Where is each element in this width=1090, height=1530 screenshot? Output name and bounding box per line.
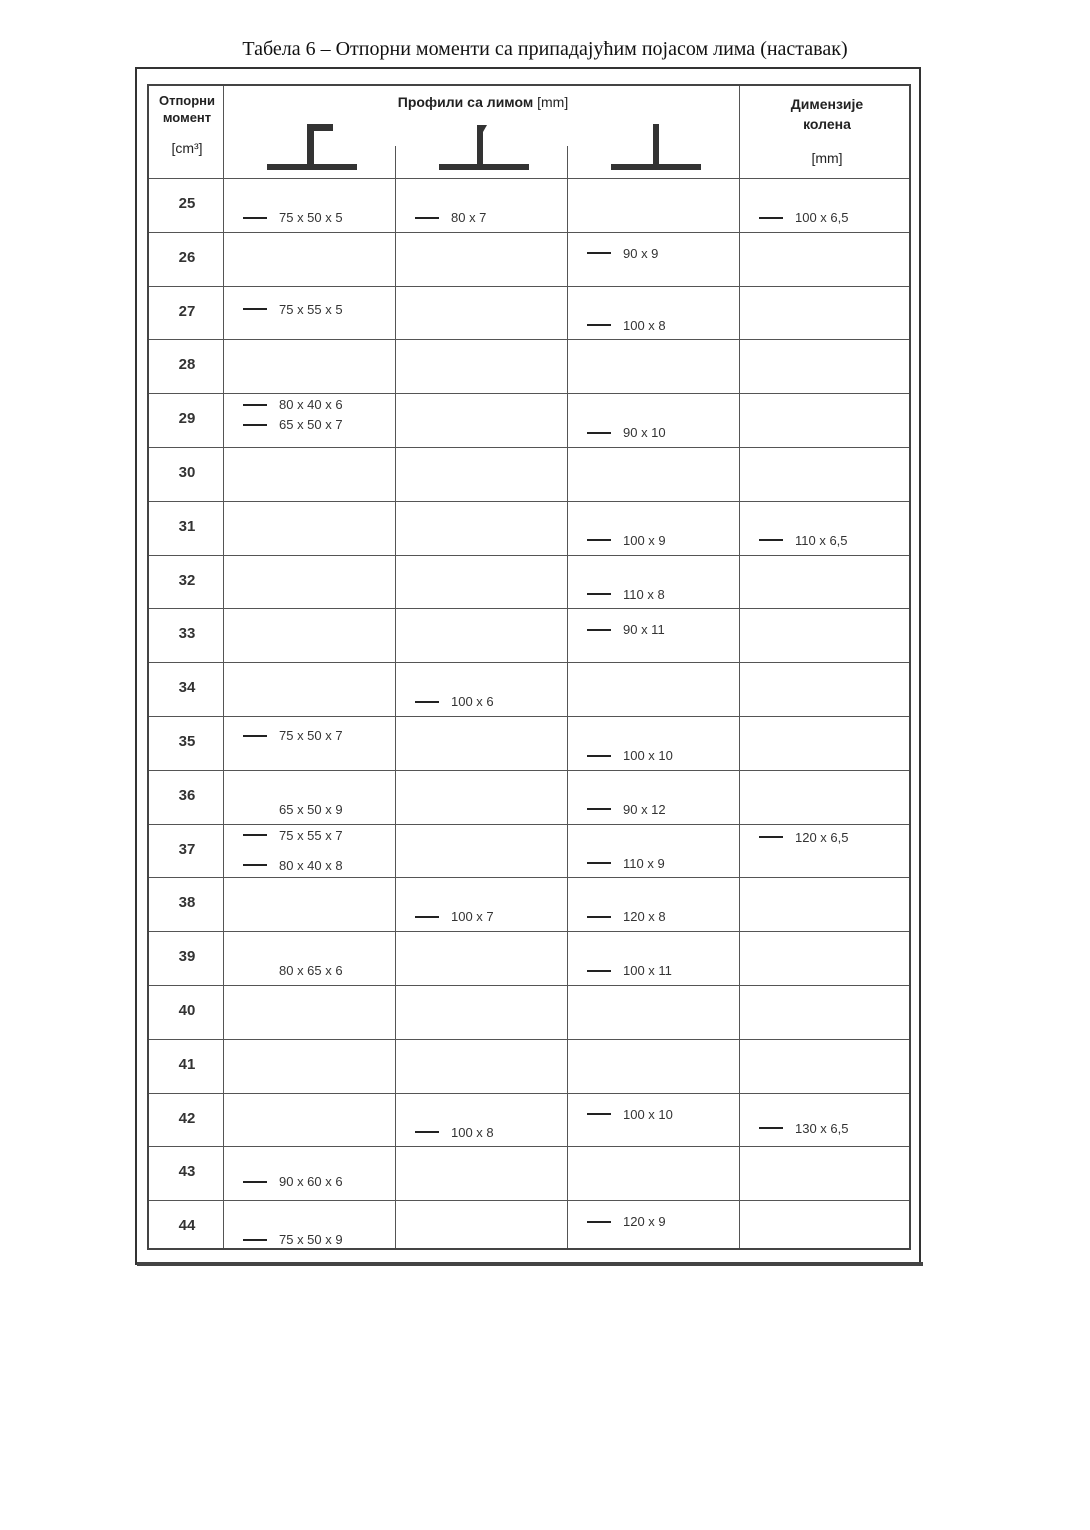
row-moment-value: 36	[178, 786, 196, 804]
row-moment-value: 26	[178, 248, 196, 266]
profile-dimension-text: 120 x 6,5	[795, 829, 849, 845]
profile-marker-dash	[587, 324, 611, 326]
profile-dimension-text: 80 x 65 x 6	[279, 963, 343, 979]
profile-dimension-text: 100 x 6	[451, 694, 494, 710]
row-divider	[149, 1146, 909, 1147]
profile-marker-dash	[243, 308, 267, 310]
profile-dimension-text: 100 x 6,5	[795, 210, 849, 225]
profile-entry	[243, 802, 343, 817]
table-caption: Табела 6 – Отпорни моменти са припадајућим појасом лима (наставак)	[242, 38, 848, 60]
profile-dimension-text: 75 x 55 x 5	[279, 301, 343, 317]
profile-dimension-text: 90 x 60 x 6	[279, 1174, 343, 1190]
header-dims-line1: Димензије	[790, 96, 864, 112]
profile-entry	[587, 425, 666, 440]
row-divider	[149, 931, 909, 932]
row-moment-value: 43	[178, 1163, 196, 1181]
profile-dimension-text: 65 x 50 x 9	[279, 801, 343, 817]
row-divider	[149, 662, 909, 663]
profile-entry	[243, 210, 343, 225]
profile-marker-dash	[587, 755, 611, 757]
profile-marker-dash	[759, 1127, 783, 1129]
profile-marker-dash	[415, 701, 439, 703]
profile-entry	[243, 728, 343, 743]
profile-marker-dash	[415, 1131, 439, 1133]
profile-entry	[587, 802, 666, 817]
header-profiles-title: Профили са лимом	[397, 94, 534, 110]
row-moment-value: 33	[178, 625, 196, 643]
row-moment-value: 25	[178, 195, 196, 212]
profile-entry	[587, 1214, 666, 1229]
profile-dimension-text: 90 x 10	[623, 425, 666, 441]
row-moment-value: 31	[178, 517, 196, 535]
row-divider	[149, 608, 909, 609]
row-divider	[149, 1039, 909, 1040]
row-divider	[149, 985, 909, 986]
profile-dimension-text: 120 x 8	[623, 909, 666, 925]
bulb-flat-with-plate-icon	[439, 120, 529, 172]
profile-entry	[587, 246, 658, 261]
flat-bar-with-plate-icon	[611, 120, 701, 172]
profile-entry	[587, 318, 666, 333]
profile-entry	[243, 302, 343, 317]
profile-entry	[759, 210, 849, 225]
profile-entry	[587, 909, 666, 924]
profile-entry	[243, 858, 343, 873]
header-moment	[149, 92, 225, 157]
profile-entry	[587, 622, 665, 637]
profile-marker-dash	[759, 217, 783, 219]
row-moment-value: 39	[178, 948, 196, 966]
profile-marker-dash	[587, 539, 611, 541]
profile-dimension-text: 90 x 12	[623, 801, 666, 817]
row-moment-value: 44	[178, 1217, 196, 1235]
column-divider	[395, 146, 396, 1248]
profile-dimension-text: 75 x 55 x 7	[279, 827, 343, 843]
row-moment-value: 41	[178, 1055, 196, 1073]
profile-dimension-text: 75 x 50 x 7	[279, 728, 343, 743]
profile-dimension-text: 110 x 8	[623, 586, 665, 602]
profile-entry	[587, 1107, 673, 1122]
profile-marker-dash	[587, 252, 611, 254]
profile-dimension-text: 100 x 7	[451, 909, 494, 925]
profile-marker-dash	[415, 916, 439, 918]
profile-entry	[243, 828, 343, 843]
profile-marker-dash	[587, 808, 611, 810]
header-profiles	[225, 94, 741, 110]
row-divider	[149, 1093, 909, 1094]
header-dims-line2: колена	[803, 116, 851, 132]
row-moment-value: 42	[178, 1109, 196, 1127]
profile-marker-dash	[759, 836, 783, 838]
row-moment-value: 28	[178, 356, 196, 374]
profile-marker-dash	[243, 735, 267, 737]
profile-marker-dash	[587, 916, 611, 918]
profile-marker-dash	[243, 404, 267, 406]
profile-entry	[759, 830, 849, 845]
header-dimensions	[741, 94, 913, 168]
row-divider	[149, 770, 909, 771]
profile-marker-dash	[587, 1113, 611, 1115]
profile-dimension-text: 80 x 7	[451, 210, 487, 225]
profile-marker-dash	[587, 970, 611, 972]
profile-entry	[415, 210, 486, 225]
row-moment-value: 37	[178, 840, 196, 858]
profile-entry	[415, 1125, 494, 1140]
row-divider	[149, 555, 909, 556]
column-divider	[567, 146, 568, 1248]
profile-marker-dash	[587, 1221, 611, 1223]
profile-marker-dash	[243, 217, 267, 219]
moments-table	[147, 84, 911, 1250]
profile-entry	[243, 963, 343, 978]
row-divider	[149, 501, 909, 502]
profile-dimension-text: 90 x 9	[623, 245, 659, 261]
row-moment-value: 38	[178, 894, 196, 912]
profile-entry	[415, 694, 494, 709]
profile-entry	[415, 909, 494, 924]
profile-entry	[243, 1232, 343, 1247]
header-profiles-unit: [mm]	[537, 94, 569, 110]
row-divider	[149, 716, 909, 717]
profile-dimension-text: 110 x 9	[623, 855, 665, 871]
profile-dimension-text: 75 x 50 x 5	[279, 210, 343, 225]
profile-marker-dash	[587, 593, 611, 595]
profile-dimension-text: 80 x 40 x 8	[279, 857, 343, 873]
profile-entry	[243, 397, 343, 412]
profile-marker-dash	[243, 834, 267, 836]
profile-marker-dash	[415, 217, 439, 219]
profile-marker-dash	[243, 1239, 267, 1241]
column-divider	[739, 86, 740, 1248]
profile-dimension-text: 65 x 50 x 7	[279, 417, 343, 433]
profile-entry	[243, 1174, 343, 1189]
row-divider	[149, 232, 909, 233]
header-moment-line2: момент	[162, 110, 212, 125]
profile-entry	[587, 587, 665, 602]
row-moment-value: 35	[178, 733, 196, 750]
profile-marker-dash	[243, 1181, 267, 1183]
row-divider	[149, 1200, 909, 1201]
row-moment-value: 34	[178, 679, 196, 697]
row-moment-value: 32	[178, 571, 196, 589]
angle-with-plate-icon	[267, 120, 357, 172]
profile-dimension-text: 75 x 50 x 9	[279, 1232, 343, 1248]
profile-dimension-text: 110 x 6,5	[795, 532, 848, 548]
profile-entry	[587, 748, 673, 763]
header-bottom-rule	[149, 178, 909, 179]
row-divider	[149, 824, 909, 825]
profile-marker-dash	[587, 629, 611, 631]
row-moment-value: 29	[178, 410, 196, 428]
profile-dimension-text: 100 x 10	[623, 748, 673, 763]
profile-dimension-text: 100 x 8	[451, 1124, 494, 1140]
profile-marker-dash	[587, 432, 611, 434]
row-moment-value: 30	[178, 464, 196, 481]
profile-entry	[759, 1121, 849, 1136]
profile-marker-dash	[243, 864, 267, 866]
header-moment-line1: Отпорни	[158, 93, 216, 108]
row-moment-value: 27	[178, 302, 196, 320]
profile-dimension-text: 100 x 9	[623, 532, 666, 548]
row-divider	[149, 447, 909, 448]
profile-dimension-text: 120 x 9	[623, 1214, 666, 1230]
profile-marker-dash	[759, 539, 783, 541]
profile-marker-dash	[587, 862, 611, 864]
sheet-edge-shadow	[137, 1262, 923, 1266]
profile-dimension-text: 100 x 11	[623, 963, 672, 979]
row-divider	[149, 877, 909, 878]
profile-entry	[243, 417, 343, 432]
profile-entry	[587, 963, 672, 978]
profile-dimension-text: 100 x 10	[623, 1106, 673, 1122]
row-divider	[149, 393, 909, 394]
profile-entry	[587, 533, 666, 548]
profile-dimension-text: 80 x 40 x 6	[279, 397, 343, 413]
row-moment-value: 40	[178, 1002, 196, 1019]
profile-marker-dash	[243, 424, 267, 426]
profile-dimension-text: 90 x 11	[623, 622, 665, 638]
profile-dimension-text: 130 x 6,5	[795, 1120, 849, 1136]
header-dims-unit: [mm]	[811, 150, 843, 166]
profile-dimension-text: 100 x 8	[623, 317, 666, 333]
header-moment-unit: [cm³]	[171, 140, 203, 156]
profile-entry	[759, 533, 848, 548]
profile-entry	[587, 856, 665, 871]
row-divider	[149, 339, 909, 340]
row-divider	[149, 286, 909, 287]
